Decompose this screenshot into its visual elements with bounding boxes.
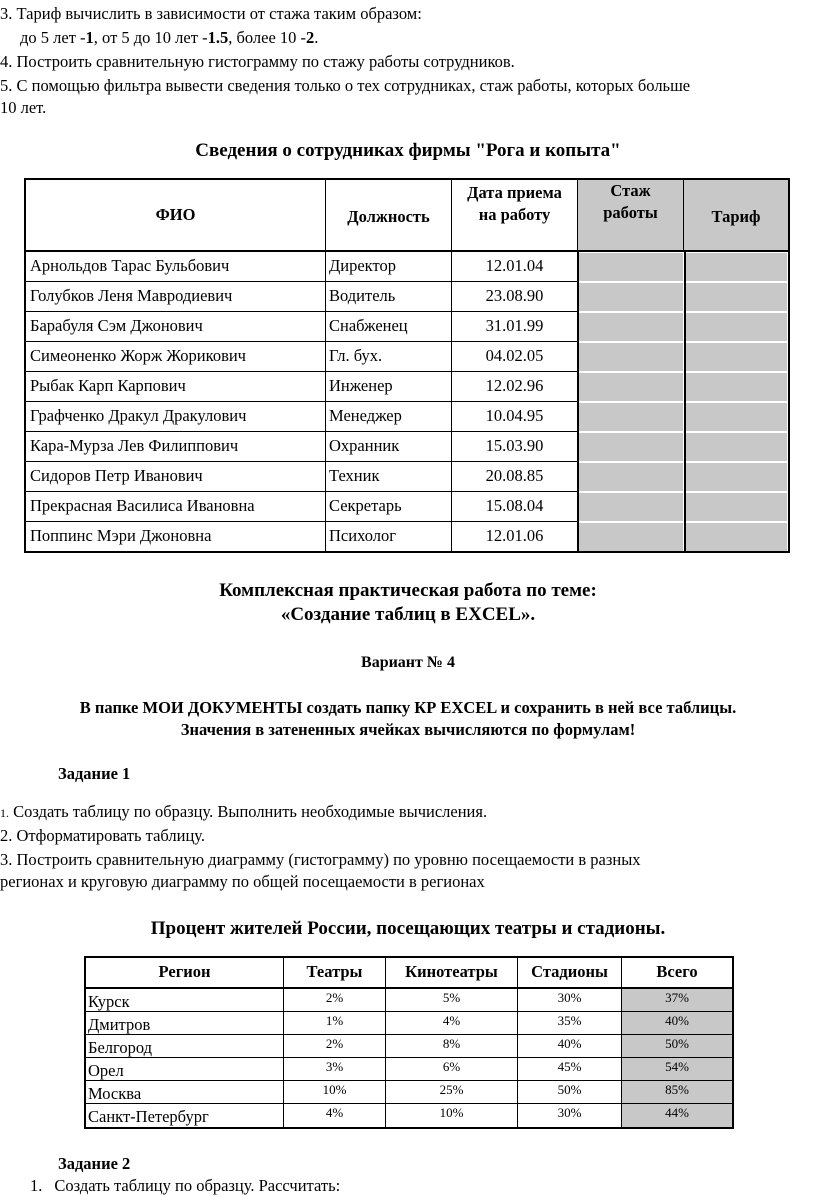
- employee-position-cell: Охранник: [326, 432, 452, 462]
- experience-cell: [579, 493, 683, 521]
- task2-title: Задание 2: [58, 1154, 131, 1173]
- column-divider: [684, 462, 686, 492]
- employee-name-cell: Сидоров Петр Иванович: [26, 462, 326, 492]
- experience-cell: [579, 463, 683, 491]
- cinemas-cell: 4%: [386, 1012, 518, 1035]
- theatres-cell: 10%: [284, 1081, 386, 1104]
- employee-name-cell: Барабуля Сэм Джонович: [26, 312, 326, 342]
- theatres-cell: 2%: [284, 1035, 386, 1058]
- stadiums-cell: 45%: [518, 1058, 622, 1081]
- task1-item-1: 1. Создать таблицу по образцу. Выполнить необходимые вычисления.: [0, 802, 488, 821]
- employee-position-cell: Инженер: [326, 372, 452, 402]
- tariff-cell: [685, 493, 787, 521]
- theatres-cell: 2%: [284, 989, 386, 1012]
- employee-name-cell: Кара-Мурза Лев Филиппович: [26, 432, 326, 462]
- region-cell: Белгород: [86, 1035, 284, 1058]
- stadiums-cell: 50%: [518, 1081, 622, 1104]
- stadiums-cell: 35%: [518, 1012, 622, 1035]
- column-divider: [684, 522, 686, 552]
- intro-line-5: 10 лет.: [0, 98, 47, 117]
- section-heading-1: Комплексная практическая работа по теме:: [219, 580, 597, 601]
- experience-cell: [579, 343, 683, 371]
- employee-hire-date-cell: 31.01.99: [452, 312, 578, 342]
- employee-position-cell: Водитель: [326, 282, 452, 312]
- column-divider: [578, 342, 579, 372]
- employee-name-cell: Рыбак Карп Карпович: [26, 372, 326, 402]
- employee-position-cell: Директор: [326, 252, 452, 282]
- task1-title: Задание 1: [58, 764, 131, 783]
- header-region: Регион: [86, 958, 284, 989]
- header-stadiums: Стадионы: [518, 958, 622, 989]
- employee-hire-date-cell: 12.02.96: [452, 372, 578, 402]
- region-cell: Санкт-Петербург: [86, 1104, 284, 1127]
- column-divider: [684, 312, 686, 342]
- column-divider: [578, 312, 579, 342]
- column-divider: [684, 492, 686, 522]
- tariff-cell: [685, 373, 787, 401]
- employee-position-cell: Гл. бух.: [326, 342, 452, 372]
- column-divider: [684, 432, 686, 462]
- intro-line-2: до 5 лет -1, от 5 до 10 лет -1.5, более 10 -2.: [20, 28, 319, 47]
- experience-cell: [579, 283, 683, 311]
- header-hire-date-text: Дата приема: [467, 183, 562, 202]
- total-cell: 50%: [622, 1035, 732, 1058]
- employee-name-cell: Прекрасная Василиса Ивановна: [26, 492, 326, 522]
- task2-item-1: 1. Создать таблицу по образцу. Рассчитать:: [30, 1176, 341, 1195]
- cinemas-cell: 6%: [386, 1058, 518, 1081]
- tariff-cell: [685, 523, 787, 551]
- task1-item-3a: 3. Построить сравнительную диаграмму (гистограмму) по уровню посещаемости в разных: [0, 850, 641, 869]
- theatres-cell: 3%: [284, 1058, 386, 1081]
- employee-hire-date-cell: 04.02.05: [452, 342, 578, 372]
- total-cell: 40%: [622, 1012, 732, 1035]
- column-divider: [578, 522, 579, 552]
- region-cell: Дмитров: [86, 1012, 284, 1035]
- experience-cell: [579, 313, 683, 341]
- column-divider: [578, 282, 579, 312]
- header-cinemas: Кинотеатры: [386, 958, 518, 989]
- employee-position-cell: Секретарь: [326, 492, 452, 522]
- header-hire-date-text: на работу: [478, 205, 551, 224]
- header-tariff-text: Тариф: [711, 207, 761, 226]
- employee-hire-date-cell: 15.03.90: [452, 432, 578, 462]
- experience-cell: [579, 523, 683, 551]
- column-divider: [684, 252, 686, 282]
- intro-line-3: 4. Построить сравнительную гистограмму по стажу работы сотрудников.: [0, 52, 515, 71]
- region-cell: Орел: [86, 1058, 284, 1081]
- header-theatres: Театры: [284, 958, 386, 989]
- column-divider: [578, 402, 579, 432]
- employee-position-cell: Техник: [326, 462, 452, 492]
- employee-hire-date-cell: 15.08.04: [452, 492, 578, 522]
- total-cell: 44%: [622, 1104, 732, 1127]
- theatres-cell: 1%: [284, 1012, 386, 1035]
- intro-line-4: 5. С помощью фильтра вывести сведения только о тех сотрудниках, стаж работы, которых больше: [0, 76, 691, 95]
- tariff-cell: [685, 433, 787, 461]
- table2-title: Процент жителей России, посещающих театры и стадионы.: [150, 918, 666, 939]
- total-cell: 85%: [622, 1081, 732, 1104]
- column-divider: [684, 282, 686, 312]
- cinemas-cell: 25%: [386, 1081, 518, 1104]
- attendance-table: [84, 956, 734, 1129]
- instruction-line-1: В папке МОИ ДОКУМЕНТЫ создать папку КР EXCEL и сохранить в ней все таблицы.: [79, 698, 737, 717]
- employee-name-cell: Симеоненко Жорж Жорикович: [26, 342, 326, 372]
- employee-name-cell: Арнольдов Тарас Бульбович: [26, 252, 326, 282]
- column-divider: [578, 462, 579, 492]
- tariff-cell: [685, 253, 787, 281]
- header-hire-date: [452, 180, 578, 252]
- variant-label: Вариант № 4: [361, 654, 455, 671]
- intro-line-1: 3. Тариф вычислить в зависимости от стажа таким образом:: [0, 4, 422, 23]
- tariff-cell: [685, 283, 787, 311]
- employee-position-cell: Снабженец: [326, 312, 452, 342]
- header-experience-text: Стаж: [610, 181, 651, 200]
- stadiums-cell: 40%: [518, 1035, 622, 1058]
- header-fio-text: ФИО: [155, 205, 196, 224]
- cinemas-cell: 5%: [386, 989, 518, 1012]
- experience-cell: [579, 253, 683, 281]
- header-tariff: [684, 180, 788, 252]
- total-cell: 37%: [622, 989, 732, 1012]
- stadiums-cell: 30%: [518, 989, 622, 1012]
- header-fio: [26, 180, 326, 252]
- employee-position-cell: Менеджер: [326, 402, 452, 432]
- total-cell: 54%: [622, 1058, 732, 1081]
- column-divider: [684, 372, 686, 402]
- region-cell: Москва: [86, 1081, 284, 1104]
- column-divider: [578, 492, 579, 522]
- column-divider: [578, 372, 579, 402]
- employee-hire-date-cell: 10.04.95: [452, 402, 578, 432]
- experience-cell: [579, 403, 683, 431]
- section-heading-2: «Создание таблиц в EXCEL».: [280, 604, 536, 625]
- tariff-cell: [685, 343, 787, 371]
- task1-item-3b: регионах и круговую диаграмму по общей посещаемости в регионах: [0, 872, 485, 891]
- employees-table: [24, 178, 790, 553]
- header-position-text: Должность: [347, 207, 430, 226]
- employee-hire-date-cell: 12.01.04: [452, 252, 578, 282]
- header-experience-text: работы: [603, 203, 658, 222]
- table1-title: Сведения о сотрудниках фирмы "Рога и копыта": [195, 140, 621, 161]
- task1-item-2: 2. Отформатировать таблицу.: [0, 826, 206, 845]
- employee-position-cell: Психолог: [326, 522, 452, 552]
- employee-name-cell: Голубков Леня Мавродиевич: [26, 282, 326, 312]
- instruction-line-2: Значения в затененных ячейках вычисляются по формулам!: [180, 720, 636, 739]
- tariff-cell: [685, 463, 787, 491]
- column-divider: [578, 252, 579, 282]
- theatres-cell: 4%: [284, 1104, 386, 1127]
- column-divider: [684, 342, 686, 372]
- employee-hire-date-cell: 23.08.90: [452, 282, 578, 312]
- employee-hire-date-cell: 12.01.06: [452, 522, 578, 552]
- experience-cell: [579, 433, 683, 461]
- cinemas-cell: 10%: [386, 1104, 518, 1127]
- employee-hire-date-cell: 20.08.85: [452, 462, 578, 492]
- header-position: [326, 180, 452, 252]
- experience-cell: [579, 373, 683, 401]
- tariff-cell: [685, 403, 787, 431]
- column-divider: [684, 402, 686, 432]
- region-cell: Курск: [86, 989, 284, 1012]
- employee-name-cell: Поппинс Мэри Джоновна: [26, 522, 326, 552]
- header-experience: [578, 180, 684, 252]
- employee-name-cell: Графченко Дракул Дракулович: [26, 402, 326, 432]
- cinemas-cell: 8%: [386, 1035, 518, 1058]
- header-total: Всего: [622, 958, 732, 989]
- column-divider: [578, 432, 579, 462]
- stadiums-cell: 30%: [518, 1104, 622, 1127]
- tariff-cell: [685, 313, 787, 341]
